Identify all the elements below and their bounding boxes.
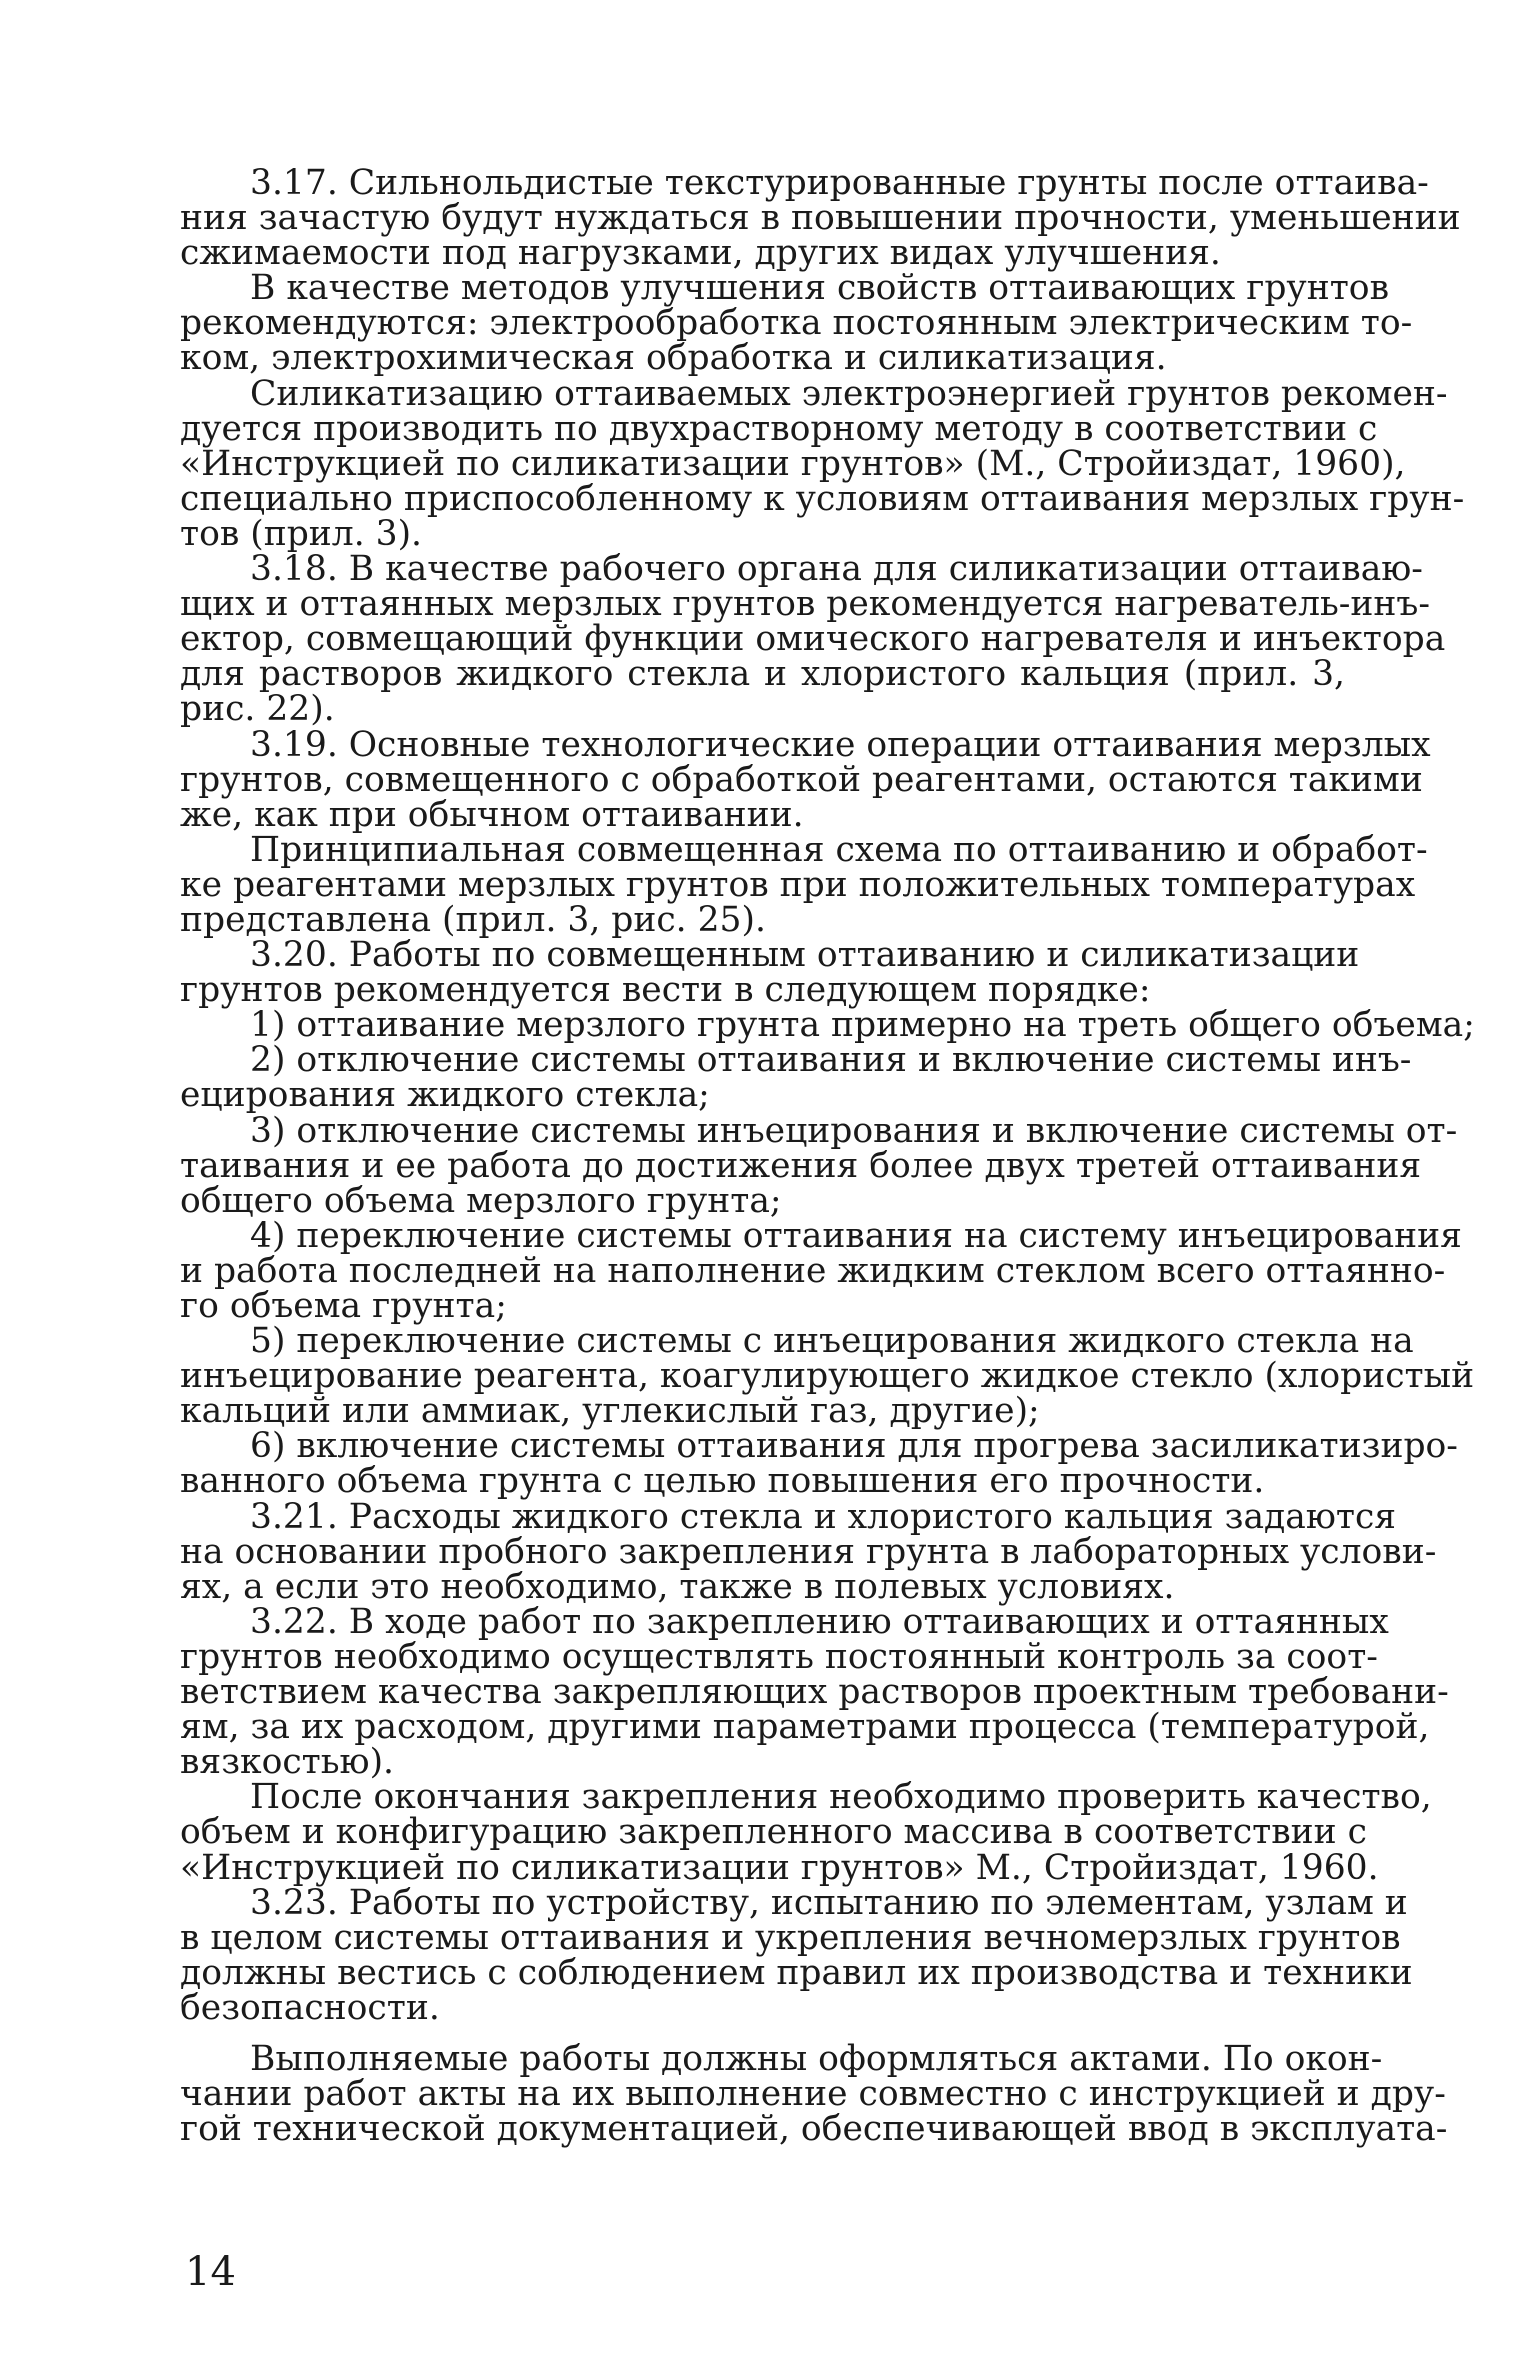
text-line: ком, электрохимическая обработка и силикатизация. <box>180 338 1167 379</box>
text-line: ке реагентами мерзлых грунтов при положительных томпературах <box>180 864 1416 905</box>
text-line: После окончания закрепления необходимо проверить качество, <box>250 1777 1432 1818</box>
text-line: же, как при обычном оттаивании. <box>180 794 804 835</box>
document-body <box>180 163 1475 2150</box>
text-line: рис. 22). <box>180 689 335 730</box>
text-line: 3.17. Сильнольдистые текстурированные грунты после оттаива- <box>250 163 1429 203</box>
text-line: «Инструкцией по силикатизации грунтов» (М., Стройиздат, 1960), <box>180 443 1406 484</box>
text-line: представлена (прил. 3, рис. 25). <box>180 899 766 940</box>
text-line: дуется производить по двухрастворному методу в соответствии с <box>180 408 1378 449</box>
page-number: 14 <box>185 2249 236 2295</box>
text-line: тов (прил. 3). <box>180 513 423 554</box>
text-line: в целом системы оттаивания и укрепления вечномерзлых грунтов <box>180 1917 1401 1958</box>
text-line: 3.18. В качестве рабочего органа для силикатизации оттаиваю- <box>250 549 1423 590</box>
text-line: общего объема мерзлого грунта; <box>180 1180 782 1221</box>
text-line: грунтов рекомендуется вести в следующем порядке: <box>180 970 1151 1011</box>
text-line: и работа последней на наполнение жидким стеклом всего оттаянно- <box>180 1250 1446 1291</box>
text-line: ям, за их расходом, другими параметрами процесса (температурой, <box>180 1707 1430 1748</box>
text-line: чании работ акты на их выполнение совместно с инструкцией и дру- <box>180 2074 1446 2115</box>
text-line: должны вестись с соблюдением правил их производства и техники <box>180 1952 1413 1993</box>
text-line: специально приспособленному к условиям оттаивания мерзлых грун- <box>180 478 1465 519</box>
text-line: ецирования жидкого стекла; <box>180 1075 710 1116</box>
text-line: Силикатизацию оттаиваемых электроэнергией грунтов рекомен- <box>250 373 1448 414</box>
text-line: таивания и ее работа до достижения более двух третей оттаивания <box>180 1145 1422 1186</box>
text-line: 1) оттаивание мерзлого грунта примерно на треть общего объема; <box>250 1005 1475 1046</box>
text-line: сжимаемости под нагрузками, других видах улучшения. <box>180 233 1221 274</box>
text-line: 6) включение системы оттаивания для прогрева засиликатизиро- <box>250 1426 1458 1467</box>
text-line: для растворов жидкого стекла и хлористого кальция (прил. 3, <box>180 654 1345 695</box>
text-line: Принципиальная совмещенная схема по оттаиванию и обработ- <box>250 829 1428 870</box>
text-line: ях, а если это необходимо, также в полевых условиях. <box>180 1566 1175 1607</box>
text-line: объем и конфигурацию закрепленного массива в соответствии с <box>180 1812 1367 1853</box>
text-line: щих и оттаянных мерзлых грунтов рекомендуется нагреватель-инъ- <box>180 584 1431 625</box>
text-line: грунтов необходимо осуществлять постоянный контроль за соот- <box>180 1636 1378 1677</box>
text-line: 5) переключение системы с инъецирования жидкого стекла на <box>250 1321 1414 1362</box>
text-line: ветствием качества закрепляющих растворов проектным требовани- <box>180 1672 1449 1713</box>
text-line: В качестве методов улучшения свойств оттаивающих грунтов <box>250 268 1390 309</box>
text-line: ния зачастую будут нуждаться в повышении прочности, уменьшении <box>180 198 1461 239</box>
text-line: 3.22. В ходе работ по закреплению оттаивающих и оттаянных <box>250 1601 1389 1642</box>
text-line: Выполняемые работы должны оформляться актами. По окон- <box>250 2038 1383 2079</box>
text-line: на основании пробного закрепления грунта в лабораторных услови- <box>180 1531 1437 1572</box>
text-line: 3.19. Основные технологические операции оттаивания мерзлых <box>250 724 1431 765</box>
text-line: 3.23. Работы по устройству, испытанию по элементам, узлам и <box>250 1882 1408 1923</box>
text-line: 3) отключение системы инъецирования и включение системы от- <box>250 1110 1458 1151</box>
text-line: рекомендуются: электрообработка постоянным электрическим то- <box>180 303 1413 344</box>
text-line: 3.21. Расходы жидкого стекла и хлористого кальция задаются <box>250 1496 1397 1537</box>
text-line: 3.20. Работы по совмещенным оттаиванию и силикатизации <box>250 935 1360 976</box>
text-line: го объема грунта; <box>180 1286 507 1326</box>
text-line: кальций или аммиак, углекислый газ, другие); <box>180 1391 1040 1432</box>
text-line: грунтов, совмещенного с обработкой реагентами, остаются такими <box>180 759 1423 800</box>
text-line: «Инструкцией по силикатизации грунтов» М., Стройиздат, 1960. <box>180 1847 1379 1888</box>
text-line: вязкостью). <box>180 1742 394 1783</box>
text-line: безопасности. <box>180 1987 440 2028</box>
text-line: гой технической документацией, обеспечивающей ввод в эксплуата- <box>180 2109 1448 2150</box>
text-line: инъецирование реагента, коагулирующего жидкое стекло (хлористый <box>180 1356 1475 1397</box>
text-line: ванного объема грунта с целью повышения его прочности. <box>180 1461 1265 1502</box>
text-line: 4) переключение системы оттаивания на систему инъецирования <box>250 1215 1462 1256</box>
text-line: 2) отключение системы оттаивания и включение системы инъ- <box>250 1040 1412 1081</box>
text-line: ектор, совмещающий функции омического нагревателя и инъектора <box>180 619 1446 660</box>
